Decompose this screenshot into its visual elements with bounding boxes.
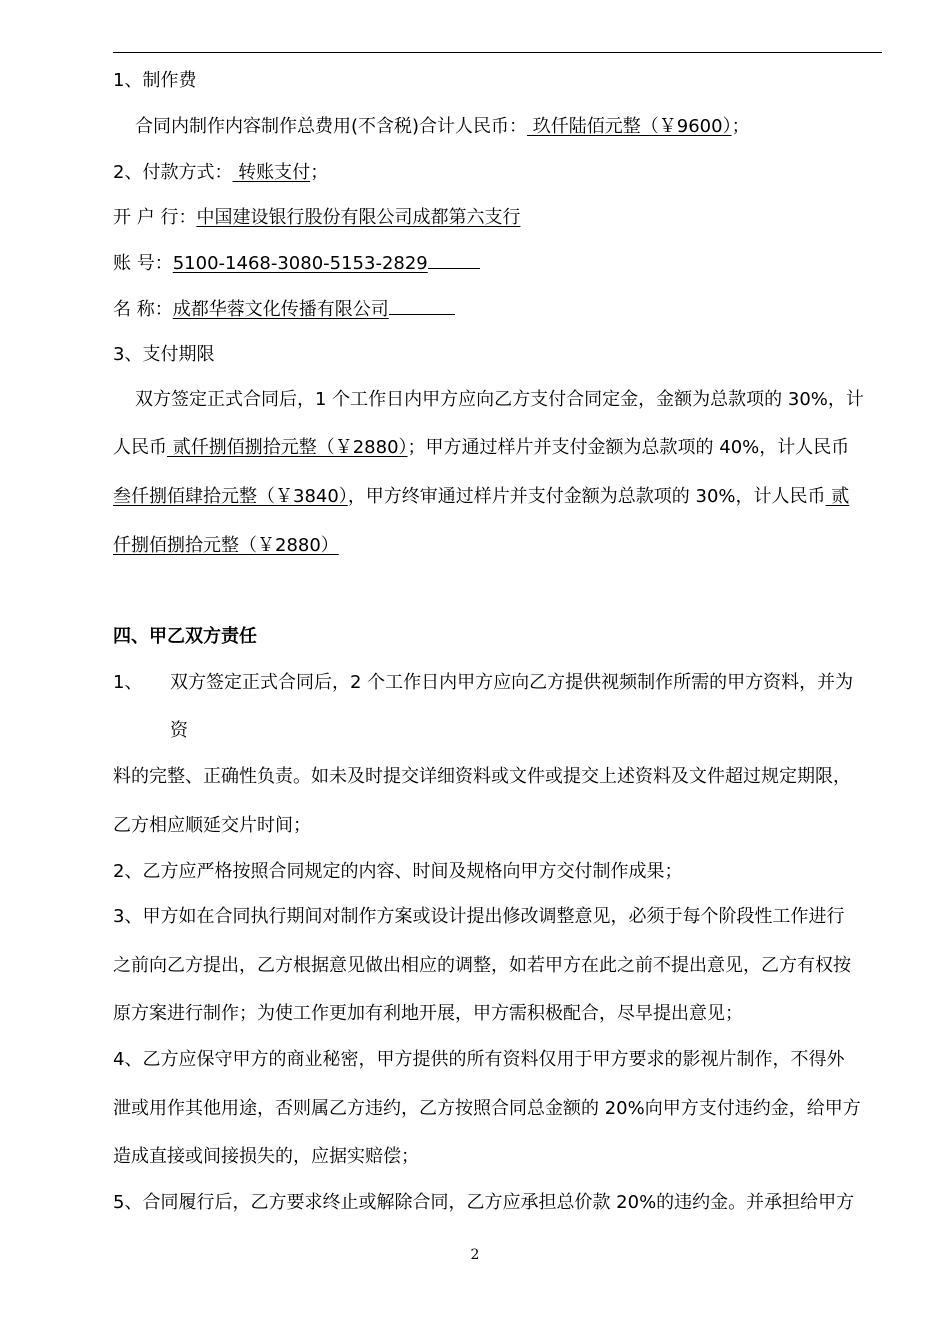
section-3-title: 3、支付期限 bbox=[113, 344, 215, 365]
payment-term-text: ，甲方终审通过样片并支付金额为总款项的 30%，计人民币 bbox=[347, 486, 826, 507]
bank-open-line bbox=[113, 205, 882, 231]
bank-open-label: 开 户 行： bbox=[113, 207, 197, 228]
responsibility-3-line-1: 3、甲方如在合同执行期间对制作方案或设计提出修改调整意见，必须于每个阶段性工作进行 bbox=[113, 906, 845, 927]
sample-amount: 叁仟捌佰肆拾元整（￥3840） bbox=[113, 486, 348, 507]
responsibility-1-line-1 bbox=[113, 670, 882, 696]
responsibility-1-number: 1、 bbox=[113, 672, 143, 693]
payment-method-suffix: ； bbox=[310, 162, 329, 183]
section-1-title: 1、制作费 bbox=[113, 70, 197, 91]
final-amount-part-2: 仟捌佰捌拾元整（￥2880） bbox=[113, 535, 339, 556]
responsibility-1-text: 双方签定正式合同后，2 个工作日内甲方应向乙方提供视频制作所需的甲方资料，并为 bbox=[170, 672, 854, 693]
payment-term-text: 人民币 bbox=[113, 437, 167, 458]
payment-method-label: 2、付款方式： bbox=[113, 162, 233, 183]
section-4-title: 四、甲乙双方责任 bbox=[113, 626, 257, 647]
payment-term-line-4 bbox=[113, 533, 882, 559]
account-name-line bbox=[113, 296, 882, 323]
responsibility-1-continuation: 资 bbox=[170, 720, 188, 741]
payment-method-value: 转账支付 bbox=[232, 162, 311, 183]
page-number: 2 bbox=[470, 1247, 480, 1263]
account-name-label: 名 称： bbox=[113, 299, 173, 320]
fee-line bbox=[135, 114, 875, 140]
deposit-amount: 贰仟捌佰捌拾元整（￥2880） bbox=[167, 437, 408, 458]
responsibility-3-line-3: 原方案进行制作；为使工作更加有利地开展，甲方需积极配合，尽早提出意见； bbox=[113, 1003, 743, 1024]
account-label: 账 号： bbox=[113, 253, 173, 274]
account-value: 5100-1468-3080-5153-2829 bbox=[172, 253, 428, 274]
payment-term-line-1: 双方签定正式合同后，1 个工作日内甲方应向乙方支付合同定金，金额为总款项的 30%，计 bbox=[135, 389, 864, 410]
responsibility-5: 5、合同履行后，乙方要求终止或解除合同，乙方应承担总价款 20%的违约金。并承担给甲方 bbox=[113, 1192, 855, 1213]
final-amount-part-1: 贰 bbox=[825, 486, 850, 507]
fee-amount: 玖仟陆佰元整（￥9600） bbox=[527, 116, 732, 137]
responsibility-3-line-2: 之前向乙方提出，乙方根据意见做出相应的调整，如若甲方在此之前不提出意见，乙方有权按 bbox=[113, 955, 851, 976]
responsibility-4-line-1: 4、乙方应保守甲方的商业秘密，甲方提供的所有资料仅用于甲方要求的影视片制作，不得外 bbox=[113, 1049, 845, 1070]
payment-term-line-3 bbox=[113, 484, 882, 510]
payment-term-text: ；甲方通过样片并支付金额为总款项的 40%，计人民币 bbox=[407, 437, 850, 458]
account-line bbox=[113, 250, 882, 277]
fee-prefix: 合同内制作内容制作总费用(不含税)合计人民币： bbox=[135, 116, 528, 137]
account-blank bbox=[428, 250, 480, 269]
responsibility-4-line-3: 造成直接或间接损失的，应据实赔偿； bbox=[113, 1146, 419, 1167]
responsibility-1-line-2: 料的完整、正确性负责。如未及时提交详细资料或文件或提交上述资料及文件超过规定期限， bbox=[113, 766, 851, 787]
payment-term-line-2 bbox=[113, 435, 882, 461]
account-name-blank bbox=[389, 296, 455, 315]
fee-suffix: ； bbox=[731, 116, 750, 137]
account-name-value: 成都华蓉文化传播有限公司 bbox=[172, 299, 389, 320]
responsibility-4-line-2: 泄或用作其他用途，否则属乙方违约，乙方按照合同总金额的 20%向甲方支付违约金，给甲方 bbox=[113, 1098, 861, 1119]
bank-open-value: 中国建设银行股份有限公司成都第六支行 bbox=[196, 207, 521, 228]
responsibility-1-line-3: 乙方相应顺延交片时间； bbox=[113, 815, 311, 836]
responsibility-2: 2、乙方应严格按照合同规定的内容、时间及规格向甲方交付制作成果； bbox=[113, 861, 683, 882]
payment-method-line bbox=[113, 160, 882, 186]
header-rule bbox=[113, 52, 882, 53]
